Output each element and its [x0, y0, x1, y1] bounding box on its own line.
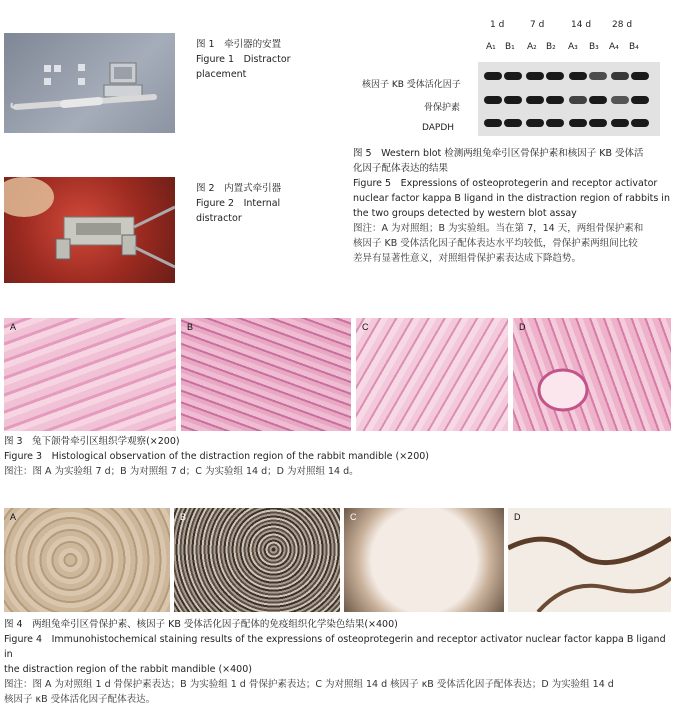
figure5-title-en-2: nuclear factor kappa B ligand in the distraction region of rabbits in	[353, 193, 670, 204]
figure3-panel-d	[513, 318, 671, 431]
panel-label: C	[350, 512, 357, 522]
lane-label: A₄	[609, 42, 619, 52]
figure5-note-2: 核因子 KB 受体活化因子配体表达水平均较低，骨保护素两组间比较	[353, 238, 638, 249]
panel-label: A	[10, 322, 17, 332]
lane-label: A₂	[527, 42, 537, 52]
blot-membrane	[478, 62, 660, 136]
ihc-stained-boundary-shape	[508, 508, 671, 612]
panel-label: A	[10, 512, 17, 522]
time-label-7d: 7 d	[530, 20, 545, 30]
figure5-title-zh: 图 5 Western blot 检测两组兔牵引区骨保护素和核因子 KB 受体活	[353, 148, 644, 159]
figure4-title-zh: 图 4 两组兔牵引区骨保护素、核因子 KB 受体活化因子配体的免疫组织化学染色结果(×400)	[4, 619, 398, 630]
figure3-panel-a	[4, 318, 176, 431]
figure3-note: 图注：图 A 为实验组 7 d；B 为对照组 7 d；C 为实验组 14 d；D 为对照组 14 d。	[4, 466, 359, 477]
figure1-title-en: Figure 1 Distractor	[196, 54, 291, 65]
figure4-caption	[4, 617, 672, 707]
figure2-title-en: Figure 2 Internal	[196, 198, 281, 209]
figure2-title-zh: 图 2 内置式牵引器	[196, 183, 282, 194]
histology-vessel-shape	[513, 318, 671, 431]
panel-label: D	[514, 512, 521, 522]
figure5-blot	[352, 12, 672, 140]
figure2-photo	[4, 177, 175, 283]
figure5-title-en: Figure 5 Expressions of osteoprotegerin and receptor activator	[353, 178, 658, 189]
figure5-title-en-3: the two groups detected by western blot assay	[353, 208, 577, 219]
figure4-title-en-2: the distraction region of the rabbit mandible (×400)	[4, 664, 252, 675]
figure4-panel-a	[4, 508, 170, 612]
figure3-panel-b	[181, 318, 351, 431]
panel-label: B	[187, 322, 194, 332]
figure3-panel-c	[356, 318, 508, 431]
figure1-title-zh: 图 1 牵引器的安置	[196, 39, 282, 50]
time-label-28d: 28 d	[612, 20, 633, 30]
figure2-title-en-2: distractor	[196, 213, 242, 224]
time-label-1d: 1 d	[490, 20, 505, 30]
figure2-caption	[196, 181, 281, 226]
figure3-title-zh: 图 3 兔下颌骨牵引区组织学观察(×200)	[4, 436, 180, 447]
row-label-rankl: 核因子 KB 受体活化因子	[362, 80, 461, 90]
figure5-note: 图注：A 为对照组；B 为实验组。当在第 7，14 天，两组骨保护素和	[353, 223, 644, 234]
figure3-title-en: Figure 3 Histological observation of the distraction region of the rabbit mandible (×200)	[4, 451, 429, 462]
figure4-note: 图注：图 A 为对照组 1 d 骨保护素表达；B 为实验组 1 d 骨保护素表达；C 为对照组 14 d 核因子 κB 受体活化因子配体表达；D 为实验组 14 d	[4, 679, 614, 690]
figure1-photo	[4, 33, 175, 133]
figure4-panel-d	[508, 508, 671, 612]
figure1-title-en-2: placement	[196, 69, 247, 80]
figure4-panel-b	[174, 508, 340, 612]
figure1-caption	[196, 37, 291, 82]
lane-label: B₄	[629, 42, 639, 52]
lane-label: B₁	[505, 42, 515, 52]
figure4-title-en: Figure 4 Immunohistochemical staining results of the expressions of osteoprotegerin and receptor activator nuclear factor kappa B ligand in	[4, 634, 666, 660]
row-label-opg: 骨保护素	[424, 103, 461, 113]
lane-label: B₃	[589, 42, 599, 52]
lane-label: A₃	[568, 42, 578, 52]
panel-label: B	[180, 512, 187, 522]
figure4-panel-c	[344, 508, 504, 612]
figure3-caption	[4, 434, 672, 479]
panel-label: D	[519, 322, 526, 332]
internal-distractor-image	[4, 177, 175, 283]
figure5-title-zh-2: 化因子配体表达的结果	[353, 163, 449, 174]
time-label-14d: 14 d	[571, 20, 592, 30]
lane-label: B₂	[546, 42, 556, 52]
figure5-caption	[353, 146, 673, 266]
figure4-note-2: 核因子 κB 受体活化因子配体表达。	[4, 694, 156, 705]
distractor-placement-image	[4, 33, 175, 133]
row-label-dapdh: DAPDH	[422, 123, 455, 133]
figure5-note-3: 差异有显著性意义，对照组骨保护素表达成下降趋势。	[353, 253, 582, 264]
lane-label: A₁	[486, 42, 496, 52]
panel-label: C	[362, 322, 369, 332]
